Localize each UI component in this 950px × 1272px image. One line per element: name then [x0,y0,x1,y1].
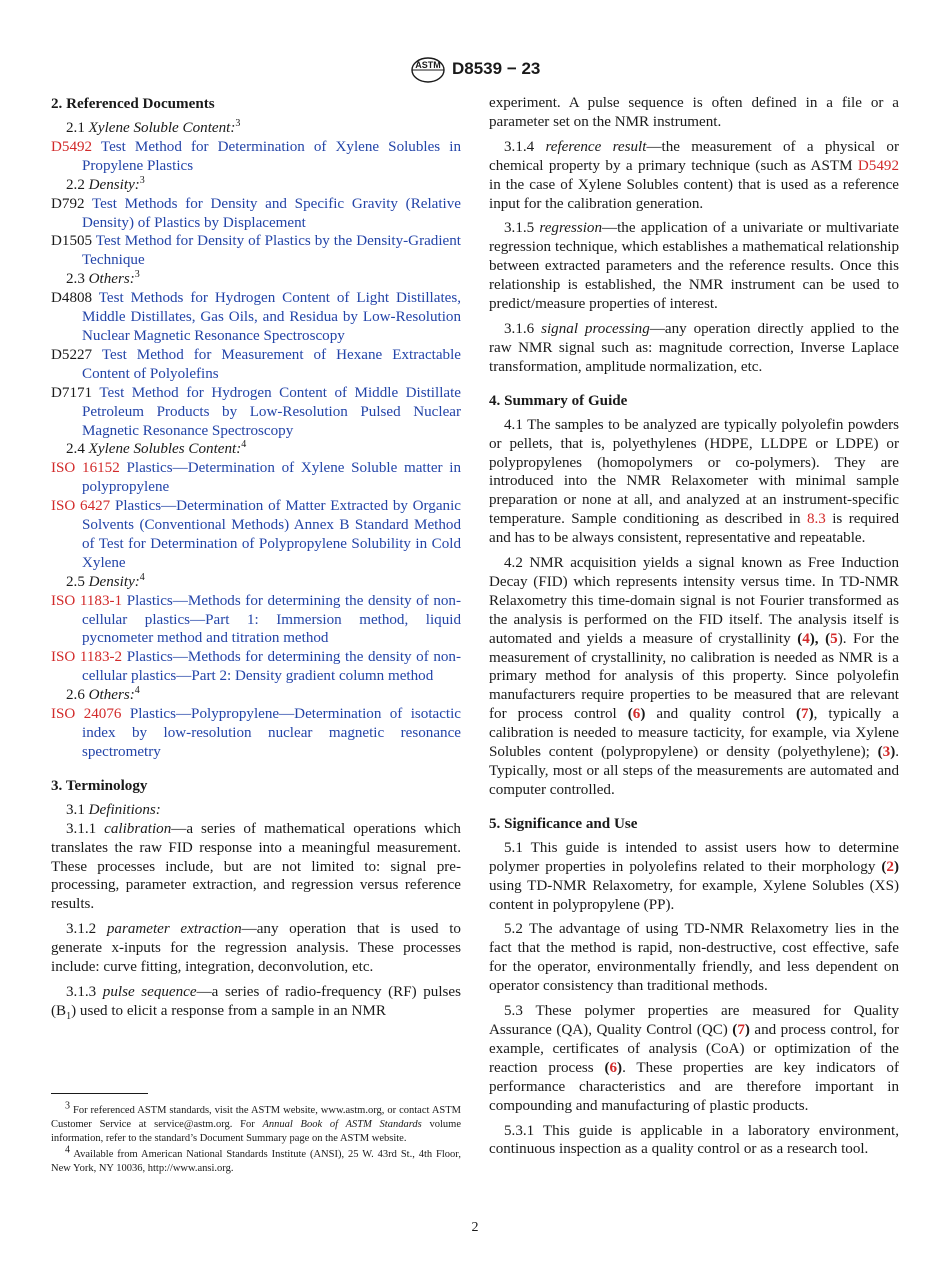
reference-code: ISO 6427 [51,498,111,515]
reference-title: Plastics—Methods for determining the density of non-cellular plastics—Part 1: Immersion method, liquid pycnometer method and titration method [82,592,462,647]
footnote: $^3$ For referenced ASTM standards, visit the ASTM website, www.astm.org, or contact ASTM Customer Service at service@astm.org. For Annual Book of ASTM Standards volume information, refer to the standard’s Document Summary page on the ASTM website. [51,1100,461,1145]
citation-link[interactable]: 4 [802,630,810,647]
reference-code: D792 [51,195,85,212]
reference-title: Test Method for Density of Plastics by the Density-Gradient Technique [82,233,461,269]
section-link[interactable]: 8.3 [806,511,826,528]
reference-title: Plastics—Methods for determining the density of non-cellular plastics—Part 2: Density gradient column method [82,649,462,685]
reference-code: D7171 [51,384,93,401]
citation-link[interactable]: 6 [632,706,641,723]
reference-entry[interactable] [51,138,461,176]
reference-code: ISO 24076 [51,706,122,723]
subsection-title: 2.4 Xylene Solubles Content:$^4$ [66,439,247,458]
footnote-divider [51,1093,148,1094]
page-number: 2 [471,1220,479,1235]
reference-code: D5227 [51,346,93,363]
reference-entry[interactable] [51,232,461,270]
body-paragraph: 4.2 NMR acquisition yields a signal known as Free Induction Decay (FID) which represents intensity versus time. In TD-NMR Relaxometry this time-domain signal is not Fourier transformed as the analysis is performed on the FID itself. The analysis itself is automated and yields a measure of crystallinity (4), (5). For the measurement of crystallinity, no calibration is needed as NMR is a primary method for analysis of this property. Since polyolefin manufacturers require properties to be measured that are relevant for process control (6) and quality control (7), typically a calibration is needed to measure tacticity, for example, via Xylene Solubles content (polypropylene) or density (polyethylene); (3). Typically, most or all steps of the measurements are automated and computer controlled. [489,555,899,798]
reference-entry[interactable] [51,648,461,686]
left-column [51,94,461,1027]
reference-title: Test Methods for Hydrogen Content of Light Distillates, Middle Distillates, Gas Oils, and Residua by Low-Resolution Nuclear Magnetic Resonance Spectroscopy [82,290,461,344]
reference-title: Test Method for Determination of Xylene Solubles in Propylene Plastics [82,138,461,174]
section-heading: 5. Significance and Use [489,815,638,832]
definition-paragraph: 3.1.5 regression—the application of a univariate or multivariate regression technique, which establishes a mathematical relationship between extracted parameters and the reference results. Once this relationship is established, the NMR instrument can be used to predict/measure properties of interest. [489,220,899,313]
body-paragraph: 5.2 The advantage of using TD-NMR Relaxometry lies in the fact that the method is rapid, non-destructive, cost effective, safe for the operator, environmentally friendly, and less dependent on operator consistency than traditional methods. [489,921,899,995]
subsection-title: 2.2 Density:$^3$ [66,174,145,193]
body-paragraph: 4.1 The samples to be analyzed are typically polyolefin powders or pellets, that is, polyethylenes (HDPE, LLDPE or LDPE) or polypropylenes (homopolymers or co-polymers). They are introduced into the NMR Relaxometer with minimal sample preparation or none at all, and analyzed at an instrument-specific temperature. Sample conditioning as described in 8.3 is required and has to be always consistent, representative and repeatable. [489,416,899,547]
reference-entry[interactable] [51,346,461,384]
reference-code: D1505 [51,233,93,250]
logo-text: ASTM [415,60,441,70]
reference-code: ISO 1183-1 [51,592,123,609]
definition-paragraph: 3.1.3 pulse sequence—a series of radio-frequency (RF) pulses $(B_1)$ used to elicit a response from a sample in an NMR [51,983,461,1022]
reference-title: Plastics—Determination of Xylene Soluble matter in polypropylene [82,460,461,496]
citation-link[interactable]: 7 [737,1021,745,1038]
reference-entry[interactable] [51,384,461,441]
subsection-title: 3.1 Definitions: [66,801,161,818]
reference-entry[interactable] [51,592,461,649]
standard-designation: D8539 − 23 [452,59,541,78]
right-column [489,94,899,1165]
reference-entry[interactable] [51,705,461,762]
reference-code: D5492 [51,138,93,155]
reference-code: ISO 16152 [51,460,120,477]
astm-logo [410,56,446,90]
section-heading: 3. Terminology [51,777,148,794]
reference-title: Plastics—Determination of Matter Extracted by Organic Solvents (Conventional Methods) Annex B Standard Method of Test for Determination of Polypropylene Solubility in Cold Xylene [82,498,461,571]
reference-title: Plastics—Polypropylene—Determination of isotactic index by low-resolution nuclear magnetic resonance spectrometry [82,706,461,760]
subsection-title: 2.3 Others:$^3$ [66,269,140,288]
page-header [0,56,950,84]
reference-entry[interactable] [51,289,461,346]
body-paragraph: 5.1 This guide is intended to assist users how to determine polymer properties in polyolefins related to their morphology (2) using TD-NMR Relaxometry, for example, Xylene Solubles (XS) content in polypropylene (PP). [489,839,899,913]
section-heading: 2. Referenced Documents [51,96,215,112]
continued-paragraph: experiment. A pulse sequence is often defined in a file or a parameter set on the NMR instrument. [489,95,899,130]
footnote: $^4$ Available from American National Standards Institute (ANSI), 25 W. 43rd St., 4th Floor, New York, NY 10036, http://www.ansi.org. [51,1144,462,1174]
definition-paragraph: 3.1.4 reference result—the measurement of a physical or chemical property by a primary technique (such as ASTM D5492 in the case of Xylene Solubles content) that is used as a reference input for the calibration generation. [489,138,899,212]
footnotes [51,1100,462,1177]
reference-code: ISO 1183-2 [51,649,123,666]
reference-code: D4808 [51,290,93,307]
citation-link[interactable]: 7 [801,706,809,723]
body-paragraph: 5.3 These polymer properties are measured for Quality Assurance (QA), Quality Control (QC) (7) and process control, for example, certificates of analysis (CoA) or optimization of the reaction process (6). These properties are key indicators of performance characteristics and are therefore important in compounding and manufacturing of plastic products. [489,1003,899,1114]
citation-link[interactable]: 3 [882,744,891,761]
reference-link[interactable]: D5492 [857,157,899,174]
reference-entry[interactable] [51,195,461,233]
reference-title: Test Method for Measurement of Hexane Extractable Content of Polyolefins [82,346,461,382]
body-paragraph: 5.3.1 This guide is applicable in a laboratory environment, continuous inspection as a quality control or as a research tool. [489,1122,899,1158]
section-heading: 4. Summary of Guide [489,392,628,409]
citation-link[interactable]: 5 [830,630,838,647]
reference-title: Test Method for Hydrogen Content of Middle Distillate Petroleum Products by Low-Resolution Pulsed Nuclear Magnetic Resonance Spectroscopy [82,384,461,439]
reference-title: Test Methods for Density and Specific Gravity (Relative Density) of Plastics by Displacement [82,195,461,231]
reference-entry[interactable] [51,459,461,497]
citation-link[interactable]: 2 [886,858,894,875]
subsection-title: 2.6 Others:$^4$ [66,685,140,704]
subsection-title: 2.1 Xylene Soluble Content:$^3$ [66,117,241,136]
citation-link[interactable]: 6 [609,1059,618,1076]
reference-entry[interactable] [51,497,461,573]
definition-paragraph: 3.1.6 signal processing—any operation directly applied to the raw NMR signal such as: magnitude correction, Inverse Laplace transformation, amplitude normalization, etc. [489,320,899,375]
subsection-title: 2.5 Density:$^4$ [66,571,145,590]
definition-paragraph: 3.1.2 parameter extraction—any operation that is used to generate x-inputs for the regression analysis. These processes include: curve fitting, integration, deconvolution, etc. [51,921,461,976]
definition-paragraph: 3.1.1 calibration—a series of mathematical operations which translates the raw FID response into a meaningful measurement. These processes include, but are not limited to: signal pre-processing, parameter extraction, and regression versus reference results. [51,820,461,913]
